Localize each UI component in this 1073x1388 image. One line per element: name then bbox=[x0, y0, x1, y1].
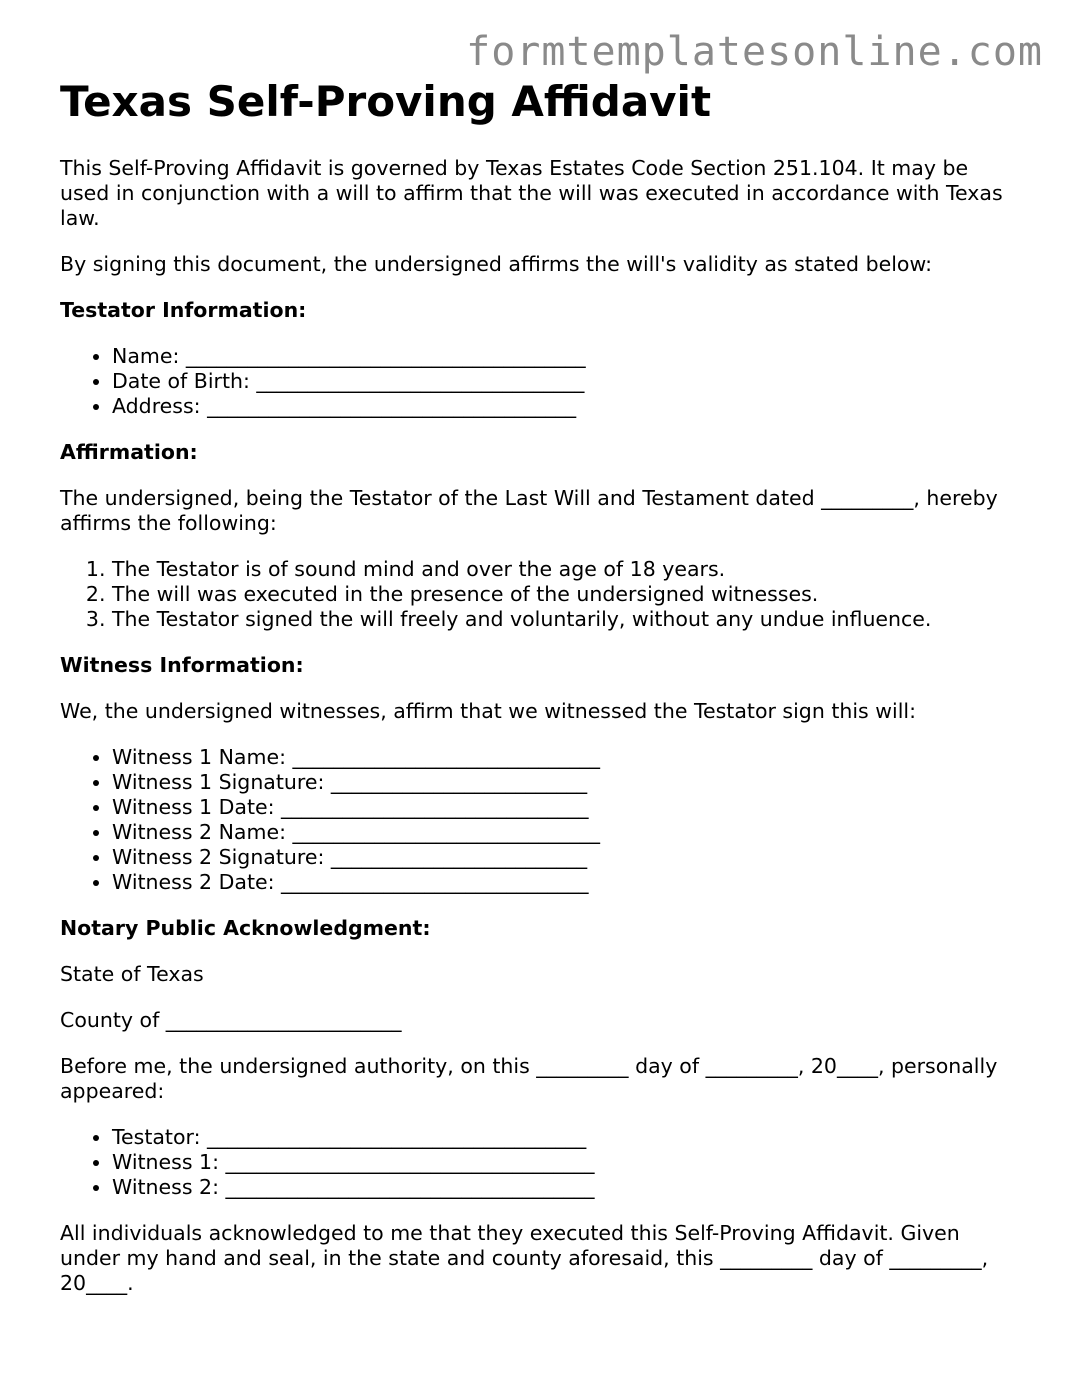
notary-witness-2-field: • Witness 2: ____________________________________ bbox=[112, 1175, 1020, 1200]
affirmation-item: 1. The Testator is of sound mind and over the age of 18 years. bbox=[112, 557, 1020, 582]
notary-closing-text: All individuals acknowledged to me that they executed this Self-Proving Affidavit. Given under my hand and seal, in the state and county aforesaid, this _________ day of _________, 20____. bbox=[60, 1221, 989, 1295]
witness-2-name-field: • Witness 2 Name: ______________________________ bbox=[112, 820, 1020, 845]
intro-statement: By signing this document, the undersigned affirms the will's validity as stated below: bbox=[60, 252, 932, 276]
testator-heading: Testator Information: bbox=[60, 298, 307, 322]
notary-appearance-list bbox=[60, 1125, 1020, 1200]
witness-1-name-field: • Witness 1 Name: ______________________________ bbox=[112, 745, 1020, 770]
witness-2-date-field: • Witness 2 Date: ______________________________ bbox=[112, 870, 1020, 895]
notary-before-text: Before me, the undersigned authority, on this _________ day of _________, 20____, personally appeared: bbox=[60, 1054, 998, 1103]
testator-name-field: • Name: _______________________________________ bbox=[112, 344, 1020, 369]
witness-heading: Witness Information: bbox=[60, 653, 304, 677]
witness-2-signature-field: • Witness 2 Signature: _________________________ bbox=[112, 845, 1020, 870]
witness-list bbox=[60, 745, 1020, 895]
watermark: formtemplatesonline.com bbox=[466, 29, 1043, 75]
notary-witness-1-field: • Witness 1: ____________________________________ bbox=[112, 1150, 1020, 1175]
intro-paragraph: This Self-Proving Affidavit is governed by Texas Estates Code Section 251.104. It may be used in conjunction with a will to affirm that the will was executed in accordance with Texas law. bbox=[60, 156, 1003, 230]
affirmation-heading: Affirmation: bbox=[60, 440, 198, 464]
document-body bbox=[60, 78, 1020, 1317]
witness-1-signature-field: • Witness 1 Signature: _________________________ bbox=[112, 770, 1020, 795]
witness-text: We, the undersigned witnesses, affirm that we witnessed the Testator sign this will: bbox=[60, 699, 917, 723]
page-title: Texas Self-Proving Affidavit bbox=[60, 77, 712, 126]
affirmation-list bbox=[60, 557, 1020, 632]
notary-state: State of Texas bbox=[60, 962, 204, 986]
witness-1-date-field: • Witness 1 Date: ______________________________ bbox=[112, 795, 1020, 820]
notary-testator-field: • Testator: _____________________________________ bbox=[112, 1125, 1020, 1150]
notary-county: County of _______________________ bbox=[60, 1008, 402, 1032]
affirmation-text: The undersigned, being the Testator of the Last Will and Testament dated _________, hereby affirms the following: bbox=[60, 486, 998, 535]
testator-address-field: • Address: ____________________________________ bbox=[112, 394, 1020, 419]
testator-dob-field: • Date of Birth: ________________________________ bbox=[112, 369, 1020, 394]
testator-list bbox=[60, 344, 1020, 419]
notary-heading: Notary Public Acknowledgment: bbox=[60, 916, 431, 940]
affirmation-item: 3. The Testator signed the will freely and voluntarily, without any undue influence. bbox=[112, 607, 1020, 632]
affirmation-item: 2. The will was executed in the presence of the undersigned witnesses. bbox=[112, 582, 1020, 607]
